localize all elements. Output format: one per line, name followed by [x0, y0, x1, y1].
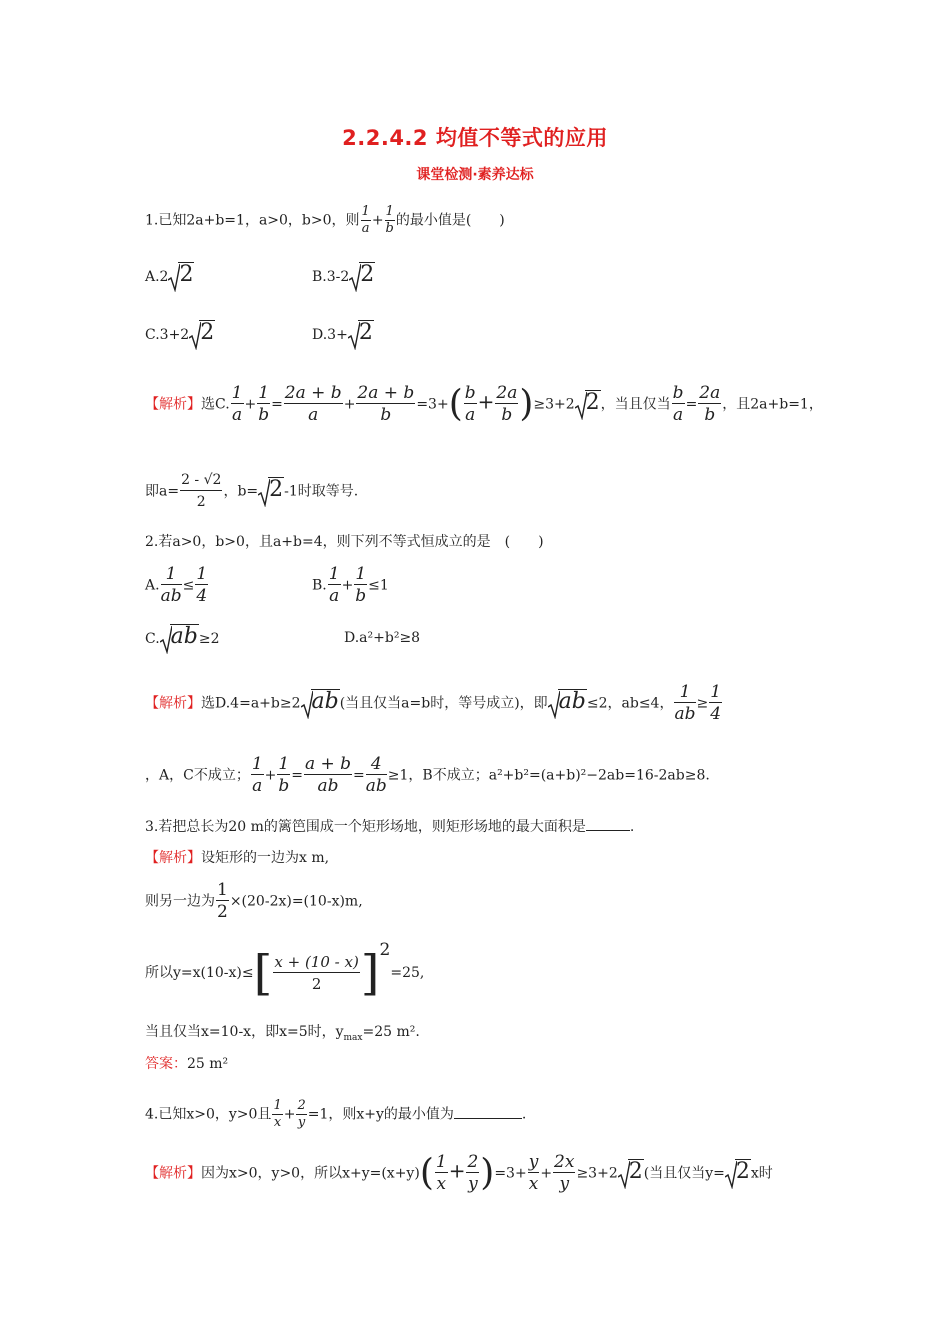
q2-option-b: B. $\frac{1}{a}$ + $\frac{1}{b}$ ≤1 [312, 564, 389, 606]
q3-stem: 3.若把总长为20 m的篱笆围成一个矩形场地，则矩形场地的最大面积是 . [145, 816, 634, 837]
q3-solution-line4: 当且仅当x=10-x，即x=5时，$y_{max}=25$ m². [145, 1024, 420, 1043]
q2-option-d: D.a²+b²≥8 [344, 630, 421, 646]
sqrt-icon: 2 [618, 1159, 644, 1189]
q1-option-d: D.3+ 2 [312, 320, 374, 350]
sqrt-icon: 2 [349, 262, 375, 292]
q2-option-c: C. ab≥2 [145, 624, 220, 654]
q1-solution-line2: 即a= $\frac{2 - √2}{2}$ ，b= 2-1时取等号. [145, 472, 359, 510]
q1-solution-line1: 【解析】选C. $\frac{1}{a}$ + $\frac{1}{b}$ = $\frac{2a + b}{a}$ + $\frac{2a + b}{b}$ =3+( $\frac{b}{a}$ + $\frac{2a}{b}$ )≥3+2 2，当且仅当 $\frac{b}{a}$ = $\frac{2a}{b}$ ，且2a+b=1， [145, 383, 823, 425]
q1-option-a: A.2 2 [145, 262, 194, 292]
q1-option-c: C.3+2 2 [145, 320, 215, 350]
q1-option-b: B.3-2 2 [312, 262, 375, 292]
q3-answer: 答案：25 m² [145, 1056, 229, 1072]
sqrt-icon: ab [548, 689, 587, 719]
sqrt-icon: 2 [168, 262, 194, 292]
q3-solution-line1: 【解析】设矩形的一边为x m, [145, 850, 330, 866]
page-title: 2.2.4.2 均值不等式的应用 [342, 126, 608, 150]
q4-solution-line1: 【解析】因为x>0，y>0，所以x+y=(x+y)( $\frac{1}{x}$ + $\frac{2}{y}$ )=3+ $\frac{y}{x}$ + $\frac{2x}{y}$ ≥3+2 2(当且仅当y= 2x时 [145, 1152, 773, 1194]
page-subtitle: 课堂检测·素养达标 [416, 167, 534, 183]
sqrt-icon: 2 [575, 390, 601, 420]
answer-blank[interactable] [586, 816, 630, 831]
q3-solution-line2: 则另一边为 $\frac{1}{2}$ ×(20-2x)=(10-x)m, [145, 880, 363, 922]
sqrt-icon: 2 [725, 1159, 751, 1189]
sqrt-icon: ab [160, 624, 199, 654]
q3-solution-line3: 所以y=x(10-x)≤[ $\frac{x + (10 - x)}{2}$ ]$^2$=25, [145, 940, 425, 1001]
q2-stem: 2.若a>0，b>0，且a+b=4，则下列不等式恒成立的是 ( ) [145, 534, 544, 550]
q1-stem: 1.已知2a+b=1，a>0，b>0，则 $\frac{1}{a}$ + $\frac{1}{b}$ 的最小值是( ) [145, 204, 505, 236]
q2-solution-line2: ，A，C不成立； $\frac{1}{a}$ + $\frac{1}{b}$ = $\frac{a + b}{ab}$ = $\frac{4}{ab}$ ≥1，B不成立；a²+b²=(a+b)²−2ab=16-2ab≥8. [145, 754, 710, 796]
q2-solution-line1: 【解析】选D.4=a+b≥2 ab(当且仅当a=b时，等号成立)，即 ab≤2，ab≤4， $\frac{1}{ab}$ ≥ $\frac{1}{4}$ [145, 682, 722, 724]
sqrt-icon: ab [301, 689, 340, 719]
sqrt-icon: 2 [189, 320, 215, 350]
answer-blank[interactable] [454, 1104, 522, 1119]
sqrt-icon: 2 [348, 320, 374, 350]
q2-option-a: A. $\frac{1}{ab}$ ≤ $\frac{1}{4}$ [145, 564, 208, 606]
q4-stem: 4.已知x>0，y>0且 $\frac{1}{x}$ + $\frac{2}{y}$ =1，则x+y的最小值为 . [145, 1098, 527, 1130]
sqrt-icon: 2 [258, 477, 284, 507]
